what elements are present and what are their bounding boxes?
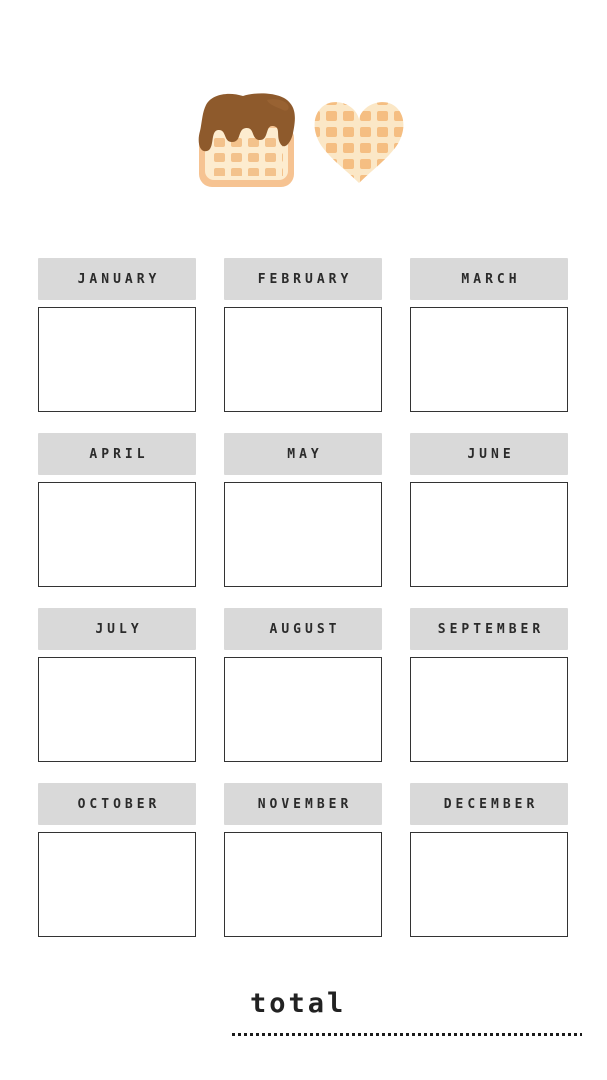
month-entry-box[interactable] [224,657,382,762]
month-header [410,258,568,300]
heart-waffle [309,95,409,187]
month-header [224,433,382,475]
month-entry-box[interactable] [38,482,196,587]
month-entry-box[interactable] [224,832,382,937]
month-cell-july [38,608,196,762]
month-entry-box[interactable] [410,307,568,412]
month-label: MAY [287,446,323,462]
month-entry-box[interactable] [38,832,196,937]
month-header [224,783,382,825]
month-label: DECEMBER [443,796,539,812]
month-label: OCTOBER [77,796,161,812]
month-label: SEPTEMBER [437,621,545,637]
month-label: APRIL [89,446,149,462]
months-grid [38,258,568,937]
month-header [38,433,196,475]
month-cell-january [38,258,196,412]
month-cell-november [224,783,382,937]
month-cell-june [410,433,568,587]
total-label: total [250,988,347,1019]
month-header [224,258,382,300]
month-header [410,783,568,825]
month-label: JANUARY [77,271,161,287]
month-cell-may [224,433,382,587]
month-label: FEBRUARY [257,271,353,287]
month-entry-box[interactable] [224,307,382,412]
month-header [410,608,568,650]
month-cell-april [38,433,196,587]
waffle-illustration [197,93,409,191]
month-entry-box[interactable] [410,657,568,762]
month-label: JUNE [467,446,515,462]
month-cell-september [410,608,568,762]
month-header [410,433,568,475]
month-entry-box[interactable] [38,307,196,412]
month-label: AUGUST [269,621,341,637]
month-entry-box[interactable] [410,832,568,937]
month-header [38,258,196,300]
month-header [38,783,196,825]
month-header [224,608,382,650]
month-label: JULY [95,621,143,637]
total-fill-line[interactable] [232,1033,582,1036]
month-cell-february [224,258,382,412]
month-cell-december [410,783,568,937]
month-label: NOVEMBER [257,796,353,812]
month-cell-march [410,258,568,412]
month-label: MARCH [461,271,521,287]
month-entry-box[interactable] [38,657,196,762]
month-entry-box[interactable] [224,482,382,587]
month-cell-august [224,608,382,762]
month-cell-october [38,783,196,937]
month-entry-box[interactable] [410,482,568,587]
month-header [38,608,196,650]
